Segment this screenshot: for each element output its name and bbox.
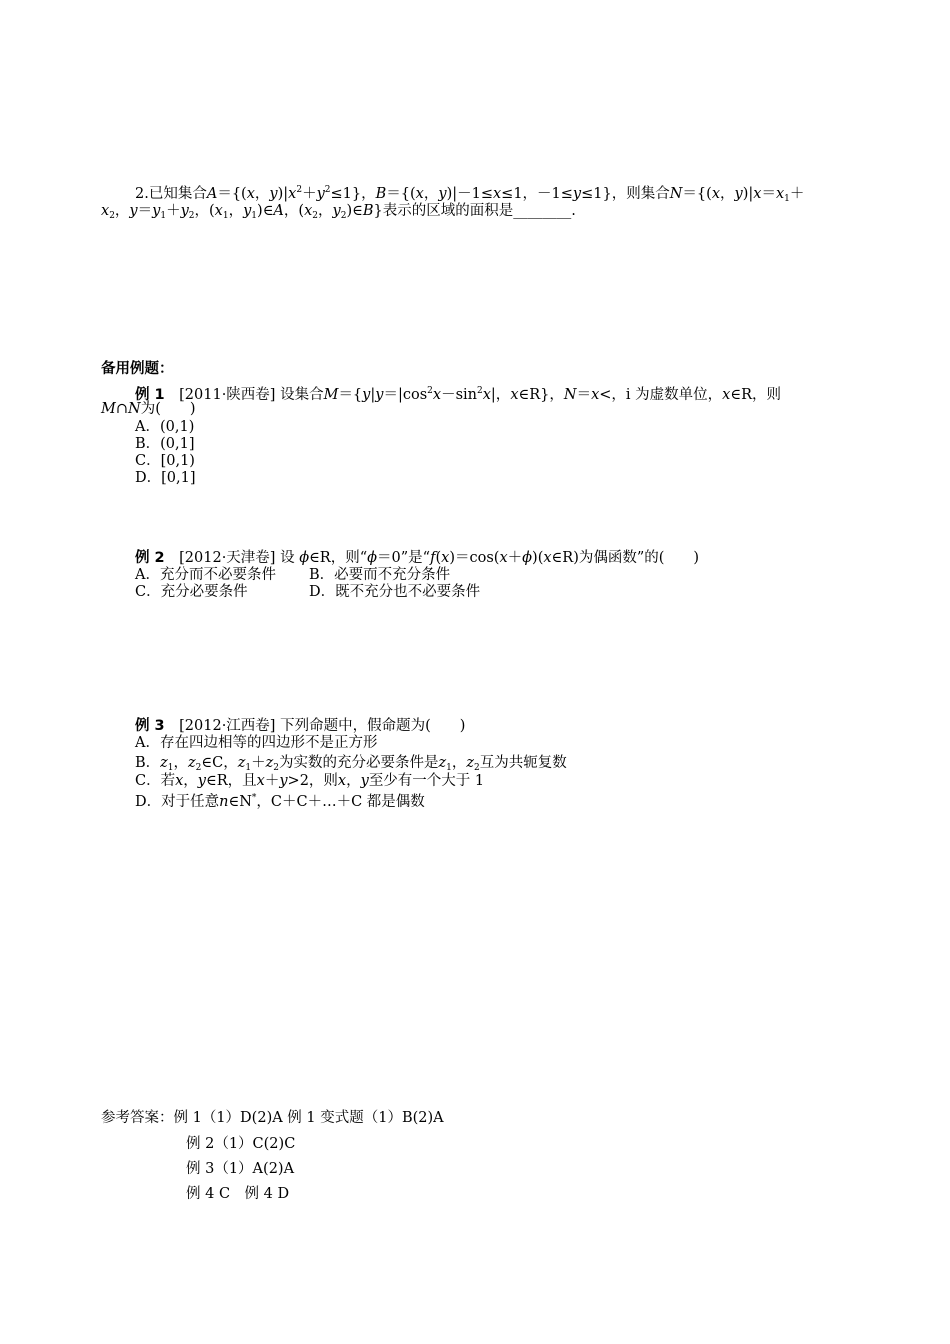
- superscript: *: [251, 793, 257, 803]
- example-1-stem-line-2: [101, 401, 196, 418]
- subscript: 1: [222, 211, 229, 221]
- subscript: 2: [340, 211, 347, 221]
- text: )|: [277, 186, 289, 202]
- var: z: [466, 755, 474, 771]
- var: x: [304, 203, 313, 219]
- var: x: [246, 186, 255, 202]
- var: x: [441, 550, 450, 566]
- text: )(: [532, 550, 544, 566]
- var: ϕ: [367, 550, 378, 566]
- subscript: 2: [273, 763, 279, 773]
- text: ＝{(: [217, 186, 247, 202]
- var: N: [128, 401, 141, 417]
- var: y: [180, 203, 189, 219]
- text: 为( ): [140, 401, 196, 417]
- text: B．: [135, 755, 161, 771]
- example-3-option-d: [135, 790, 425, 811]
- text: ，(: [283, 203, 305, 219]
- text: ＝{(: [682, 186, 712, 202]
- var: y: [152, 203, 161, 219]
- text: ≤1}，则集合: [581, 186, 670, 202]
- text: )|: [742, 186, 754, 202]
- var: f: [430, 550, 436, 566]
- var: x: [214, 203, 223, 219]
- text: ，: [720, 186, 735, 202]
- example-1-option-c: C．[0,1): [135, 453, 195, 469]
- text: ＝: [761, 186, 776, 202]
- text: ＝{: [338, 387, 363, 403]
- text: ∈R，则: [730, 387, 782, 403]
- text: )∈: [257, 203, 274, 219]
- example-1-stem-line-1: [135, 383, 781, 404]
- var: ϕ: [522, 550, 533, 566]
- text: ，: [173, 755, 189, 771]
- text: >2，则: [287, 773, 338, 789]
- example-3-option-a: A．存在四边相等的四边形不是正方形: [135, 735, 378, 751]
- text: －sin: [441, 387, 477, 403]
- text: ∩: [115, 401, 129, 417]
- var: z: [265, 755, 274, 771]
- var: x: [175, 773, 184, 789]
- example-2-option-b: B．必要而不充分条件: [309, 567, 451, 583]
- text: )∈: [346, 203, 363, 219]
- example-1-option-b: B．(0,1]: [135, 436, 195, 452]
- var: M: [323, 387, 339, 403]
- var: x: [492, 186, 502, 202]
- var: y: [438, 186, 447, 202]
- text: <，i 为虚数单位，: [599, 387, 723, 403]
- var: y: [572, 186, 582, 202]
- text: ＋: [789, 186, 805, 202]
- var: y: [279, 773, 288, 789]
- text: ＝|cos: [383, 387, 428, 403]
- var: x: [722, 387, 731, 403]
- text: ，: [318, 203, 333, 219]
- answers-line-2: 例 2（1）C(2)C: [186, 1136, 296, 1152]
- var: x: [432, 387, 442, 403]
- source-tag: [2012·天津卷]: [179, 550, 276, 566]
- example-label: 例 2: [135, 550, 165, 566]
- example-1-option-a: A．(0,1): [135, 419, 195, 435]
- exponent: 2: [427, 386, 433, 396]
- text: ∈N: [228, 794, 252, 810]
- subscript: 1: [160, 211, 167, 221]
- var: N: [563, 387, 577, 403]
- text: ＝{(: [386, 186, 416, 202]
- subscript: 1: [251, 211, 258, 221]
- text: ∈R，且: [206, 773, 257, 789]
- var: z: [160, 755, 168, 771]
- text: ＝0”是“: [377, 550, 431, 566]
- var: x: [711, 186, 720, 202]
- var: x: [288, 186, 297, 202]
- text: ＝: [576, 387, 592, 403]
- text: C．若: [135, 773, 176, 789]
- subscript: 1: [245, 763, 252, 773]
- answers-label: 参考答案：: [101, 1110, 174, 1126]
- var: y: [360, 773, 369, 789]
- text: 为实数的充分必要条件是: [278, 755, 439, 771]
- text: |: [370, 387, 376, 403]
- var: y: [316, 186, 325, 202]
- text: 下列命题中，假命题为( ): [280, 718, 466, 734]
- subscript: 2: [195, 763, 202, 773]
- var: z: [237, 755, 246, 771]
- var: n: [219, 794, 229, 810]
- var: x: [591, 387, 600, 403]
- source-tag: [2011·陕西卷]: [179, 387, 276, 403]
- var: y: [734, 186, 743, 202]
- example-label: 例 1: [135, 387, 165, 403]
- var: B: [362, 203, 374, 219]
- var: z: [438, 755, 447, 771]
- text: ∈R)为偶函数”的( ): [551, 550, 700, 566]
- text: ＝: [137, 203, 153, 219]
- text: ∈R}，: [518, 387, 564, 403]
- example-1-option-d: D．[0,1]: [135, 470, 196, 486]
- text: ≤1，－1≤: [501, 186, 573, 202]
- text: ∈C，: [201, 755, 238, 771]
- exponent: 2: [477, 386, 483, 396]
- text: ，: [423, 186, 439, 202]
- source-tag: [2012·江西卷]: [179, 718, 276, 734]
- example-2-option-c: C．充分必要条件: [135, 584, 248, 600]
- exponent: 2: [296, 185, 303, 195]
- text: )＝cos(: [449, 550, 500, 566]
- text: ＋: [264, 773, 280, 789]
- var: x: [753, 186, 762, 202]
- var: B: [375, 186, 387, 202]
- var: x: [499, 550, 508, 566]
- var: x: [415, 186, 424, 202]
- example-2-stem: [135, 550, 699, 567]
- subscript: 1: [167, 763, 174, 773]
- text: 2.已知集合: [135, 186, 207, 202]
- text: ＋: [251, 755, 266, 771]
- var: x: [337, 773, 347, 789]
- subscript: 1: [784, 194, 790, 204]
- var: x: [510, 387, 519, 403]
- text: ＋: [507, 550, 523, 566]
- example-3-option-c: [135, 773, 484, 790]
- var: N: [669, 186, 683, 202]
- text: 设集合: [280, 387, 324, 403]
- var: y: [332, 203, 341, 219]
- answers-line-4: 例 4 C 例 4 D: [186, 1186, 290, 1202]
- var: ϕ: [299, 550, 310, 566]
- example-label: 例 3: [135, 718, 165, 734]
- var: y: [243, 203, 252, 219]
- subscript: 2: [188, 211, 195, 221]
- text: 设: [280, 550, 300, 566]
- text: (: [435, 550, 442, 566]
- subscript: 2: [474, 763, 480, 773]
- text: ，: [254, 186, 270, 202]
- var: x: [482, 387, 491, 403]
- text: ，(: [194, 203, 215, 219]
- text: 至少有一个大于 1: [368, 773, 485, 789]
- var: x: [256, 773, 265, 789]
- var: y: [197, 773, 206, 789]
- var: y: [269, 186, 278, 202]
- text: ，: [346, 773, 361, 789]
- example-3-stem: [135, 718, 465, 735]
- subscript: 1: [446, 763, 452, 773]
- var: x: [101, 203, 110, 219]
- text: |，: [490, 387, 511, 403]
- var: A: [206, 186, 218, 202]
- problem-2-line-2: [101, 203, 576, 225]
- text: ，: [228, 203, 244, 219]
- var: x: [775, 186, 785, 202]
- text: }表示的区域的面积是________.: [373, 203, 576, 219]
- text: ＋: [302, 186, 317, 202]
- var: y: [362, 387, 371, 403]
- var: x: [543, 550, 552, 566]
- var: z: [188, 755, 196, 771]
- text: ＋: [166, 203, 181, 219]
- text: ，C＋C＋…＋C 都是偶数: [256, 794, 425, 810]
- text: ，: [183, 773, 198, 789]
- example-2-option-a: A．充分而不必要条件: [135, 567, 276, 583]
- text: ，: [114, 203, 130, 219]
- var: A: [273, 203, 284, 219]
- var: y: [129, 203, 138, 219]
- var: y: [375, 387, 384, 403]
- text: D．对于任意: [135, 794, 220, 810]
- text: )|－1≤: [446, 186, 493, 202]
- text: ≤1}，: [330, 186, 376, 202]
- text: ∈R，则“: [309, 550, 368, 566]
- exponent: 2: [324, 185, 331, 195]
- text: ，: [451, 755, 467, 771]
- subscript: 2: [109, 211, 115, 221]
- answers-line-3: 例 3（1）A(2)A: [186, 1161, 295, 1177]
- answer-text: 例 1（1）D(2)A 例 1 变式题（1）B(2)A: [173, 1110, 444, 1126]
- text: 互为共轭复数: [479, 755, 567, 771]
- answers-line-1: [101, 1110, 444, 1127]
- backup-heading: 备用例题：: [101, 361, 174, 377]
- subscript: 2: [312, 211, 318, 221]
- example-2-option-d: D．既不充分也不必要条件: [309, 584, 481, 600]
- var: M: [101, 401, 116, 417]
